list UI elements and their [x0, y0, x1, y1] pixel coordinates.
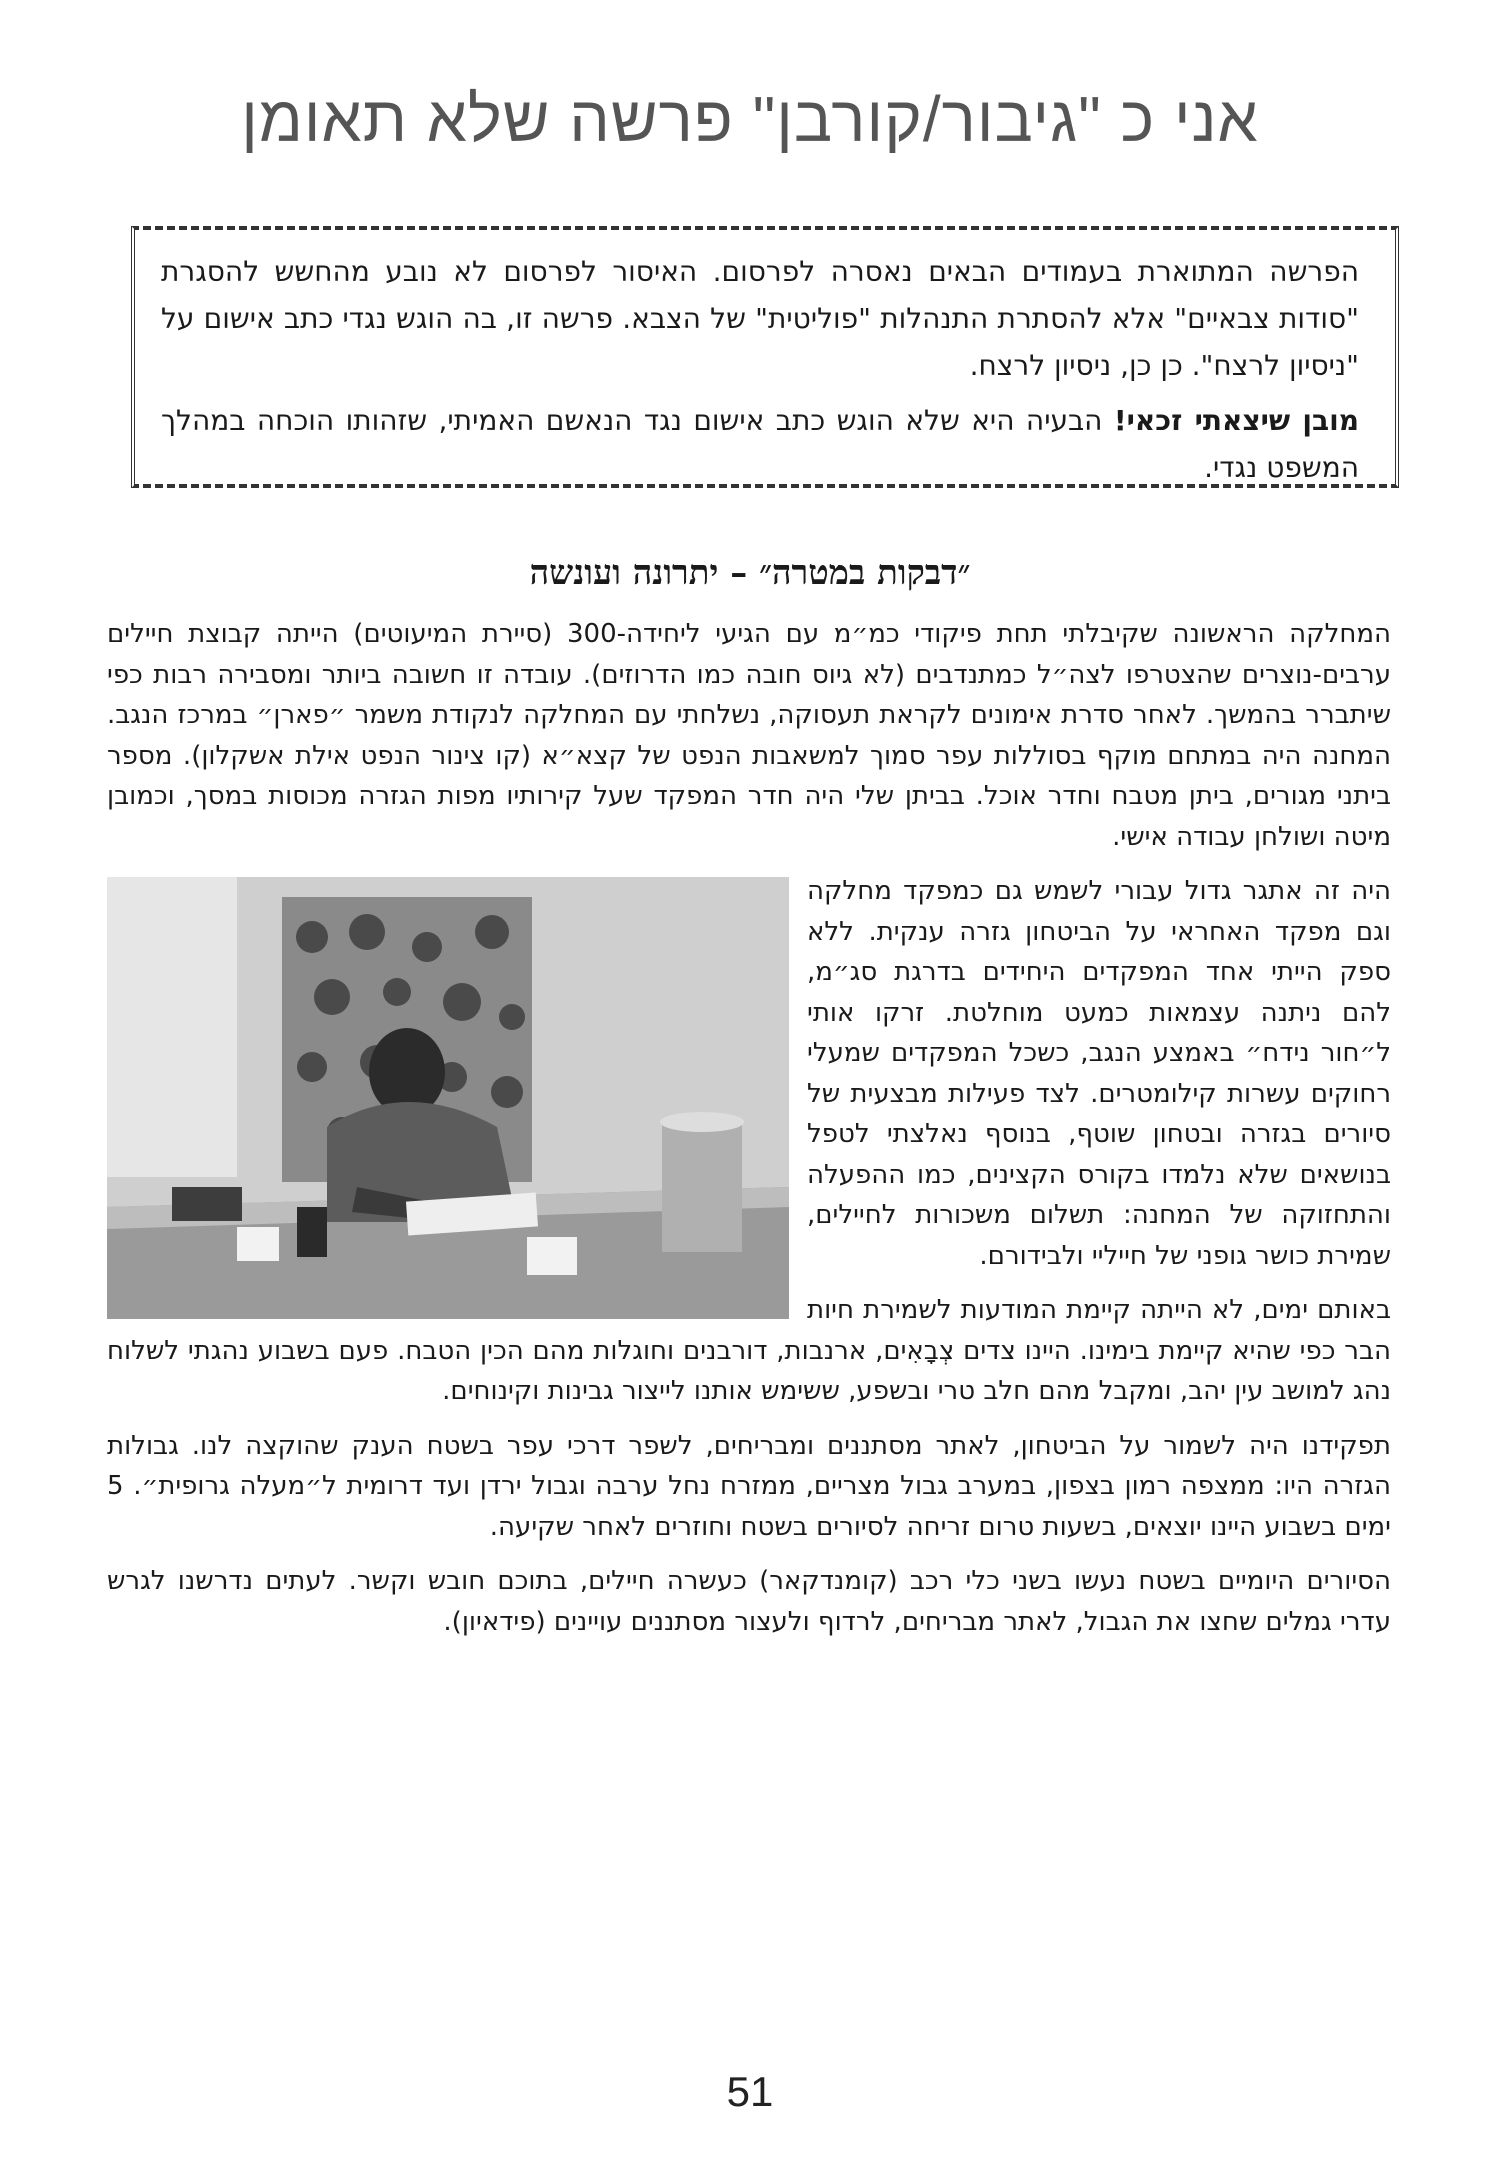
officer-at-desk-photo [107, 877, 789, 1319]
page-number: 51 [726, 2068, 774, 2115]
notice-bold-lead: מובן שיצאתי זכאי! [1113, 404, 1359, 437]
notice-box [131, 226, 1399, 488]
article-paragraph-3: באותם ימים, לא הייתה קיימת המודעות לשמירת חיות הבר כפי שהיא קיימת בימינו. היינו צדים צְבָאִים, ארנבות, דורבנים וחוגלות מהם הכין הטבח. פעם בשבוע נהגתי לשלוח נהג למושב עין יהב, ומקבל מהם חלב טרי ובשפע, ששימש אותנו לייצור גבינות וקינוחים. [107, 1295, 1391, 1406]
page-title: אני כ "גיבור/קורבן" פרשה שלא תאומן [241, 83, 1259, 155]
article-paragraph-5: הסיורים היומיים בשטח נעשו בשני כלי רכב (קומנדקאר) כעשרה חיילים, בתוכם חובש וקשר. לעתים נדרשנו לגרש עדרי גמלים שחצו את הגבול, לאתר מבריחים, לרדוף ולעצור מסתננים עויינים (פידאיון). [107, 1566, 1391, 1637]
notice-paragraph-1: הפרשה המתוארת בעמודים הבאים נאסרה לפרסום. האיסור לפרסום לא נובע מהחשש להסגרת "סודות צבאיים" אלא להסתרת התנהלות "פוליטית" של הצבא. פרשה זו, בה הוגש נגדי כתב אישום על "ניסיון לרצח". כן כן, ניסיון לרצח. [161, 255, 1359, 382]
article-paragraph-1: המחלקה הראשונה שקיבלתי תחת פיקודי כמ״מ עם הגיעי ליחידה-300 (סיירת המיעוטים) הייתה קבוצת חיילים ערבים-נוצרים שהצטרפו לצה״ל כמתנדבים (לא גיוס חובה כמו הדרוזים). עובדה זו חשובה ביותר ומסבירה רבות כפי שיתברר בהמשך. לאחר סדרת אימונים לקראת תעסוקה, נשלחתי עם המחלקה לנקודת משמר ״פארן״ במרכז הנגב. המחנה היה במתחם מוקף בסוללות עפר סמוך למשאבות הנפט של קצא״א (קו צינור הנפט אילת אשקלון). מספר ביתני מגורים, ביתן מטבח וחדר אוכל. בביתן שלי היה חדר המפקד שעל קירותיו מפות הגזרה מכוסות במסך, וכמובן מיטה ושולחן עבודה אישי. [107, 619, 1391, 852]
article-paragraph-2: היה זה אתגר גדול עבורי לשמש גם כמפקד מחלקה וגם מפקד האחראי על הביטחון גזרה ענקית. ללא ספק הייתי אחד המפקדים היחידים בדרגת סג״מ, להם ניתנה עצמאות כמעט מוחלטת. זרקו אותי ל״חור נידח״ באמצע הנגב, כשכל המפקדים שמעלי רחוקים עשרות קילומטרים. לצד פעילות מבצעית של סיורים בגזרה ובטחון שוטף, בנוסף נאלצתי לטפל בנושאים שלא נלמדו בקורס הקצינים, כמו ההפעלה והתחזוקה של המחנה: תשלום משכורות לחיילים, שמירת כושר גופני של חייליי ולבידורם. [807, 876, 1391, 1271]
notice-paragraph-2-text: הבעיה היא שלא הוגש כתב אישום נגד הנאשם האמיתי, שזהותו הוכחה במהלך המשפט נגדי. [161, 404, 1359, 484]
notice-paragraph-2 [161, 397, 1359, 491]
article-body [107, 614, 1391, 1656]
article-paragraph-4: תפקידנו היה לשמור על הביטחון, לאתר מסתננים ומבריחים, לשפר דרכי עפר בשטח הענק שהוקצה לנו. גבולות הגזרה היו: ממצפה רמון בצפון, במערב גבול מצריים, ממזרח נחל ערבה וגבול ירדן ועד דרומית ל״מעלה גרופית״. 5 ימים בשבוע היינו יוצאים, בשעות טרום זריחה לסיורים בשטח וחוזרים לאחר שקיעה. [107, 1430, 1391, 1542]
section-heading: ״דבקות במטרה״ – יתרונה ועונשה [529, 553, 971, 593]
